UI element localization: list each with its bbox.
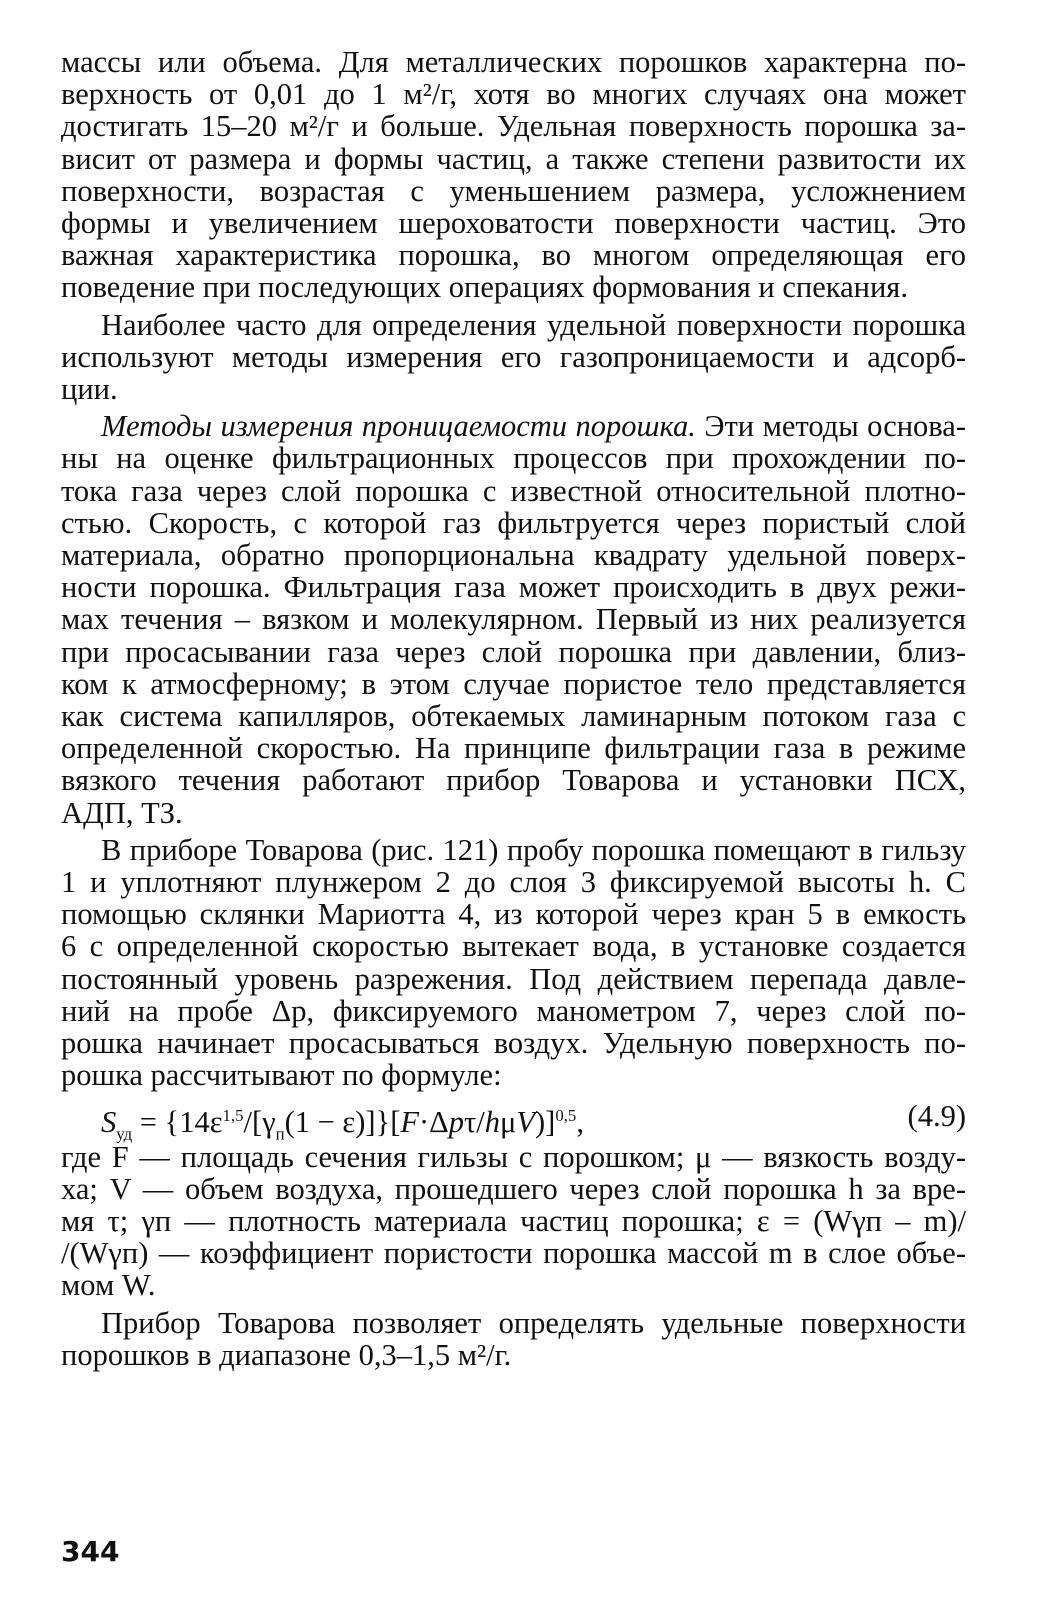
text-line: 6 с определенной скоростью вытекает вода, в установке создается: [61, 929, 966, 964]
line-row: [61, 636, 966, 668]
equation-4-9: $S_{уд} = \{14\varepsilon^{1,5}/[\gamma_п(1 - \varepsilon)]\}[F\cdot\Delta p\tau/h\mu V)]^{0,5}$,: [101, 1104, 584, 1143]
line-row: [61, 898, 966, 930]
line-row: [61, 410, 966, 442]
text-line: важная характеристика порошка, во многом определяющая его: [61, 238, 966, 273]
text-line: поверхности, возрастая с уменьшением размера, усложнением: [61, 173, 966, 208]
text-line: Прибор Товарова позволяет определять удельные поверхности: [101, 1305, 966, 1340]
line-row: [61, 309, 966, 341]
text-line: ком к атмосферному; в этом случае пористое тело представляется: [61, 666, 966, 701]
text-line: 1 и уплотняют плунжером 2 до слоя 3 фиксируемой высоты h. С: [61, 865, 966, 900]
paragraph-p2: [61, 309, 966, 406]
line-row: [61, 175, 966, 207]
text-line: формы и увеличением шероховатости поверхности частиц. Это: [61, 206, 966, 241]
line-row: [61, 1307, 966, 1339]
line-row: [61, 1173, 966, 1205]
text-line: ции.: [61, 372, 118, 407]
text-line: материала, обратно пропорциональна квадрату удельной поверх-: [61, 538, 966, 573]
text-line: как система капилляров, обтекаемых ламинарным потоком газа с: [61, 699, 966, 734]
line-row: [61, 668, 966, 700]
paragraph-p1: [61, 46, 966, 304]
text-line: порошков в диапазоне 0,3–1,5 м²/г.: [61, 1337, 512, 1372]
text-line: рошка рассчитывают по формуле:: [61, 1058, 502, 1093]
line-row: [61, 239, 966, 271]
line-row: [61, 442, 966, 474]
text-line: ности порошка. Фильтрация газа может происходить в двух режи-: [61, 570, 966, 605]
text-line: ха; V — объем воздуха, прошедшего через слой порошка h за вре-: [61, 1171, 966, 1206]
text-line: Наиболее часто для определения удельной поверхности порошка: [101, 307, 966, 342]
line-row: [61, 271, 966, 303]
line-row: [61, 995, 966, 1027]
text-line: стью. Скорость, с которой газ фильтруется через пористый слой: [61, 505, 966, 540]
line-row: [61, 603, 966, 635]
line-row: [61, 797, 966, 829]
paragraph-italic-lead: Методы измерения проницаемости порошка.: [101, 409, 696, 444]
text-line: рошка начинает просасываться воздух. Удельную поверхность по-: [61, 1026, 966, 1061]
text-line: достигать 15–20 м²/г и больше. Удельная поверхность порошка за-: [61, 109, 966, 144]
equation-number: (4.9): [907, 1098, 966, 1133]
text-line: постоянный уровень разрежения. Под действием перепада давле-: [61, 961, 966, 996]
line-row: [61, 700, 966, 732]
line-row: [61, 373, 966, 405]
text-line: тока газа через слой порошка с известной относительной плотно-: [61, 473, 966, 508]
page-body: [61, 46, 966, 1376]
paragraph-p5: [61, 1141, 966, 1302]
text-line: определенной скоростью. На принципе фильтрации газа в режиме: [61, 731, 966, 766]
line-row: [61, 571, 966, 603]
text-line: вязкого течения работают прибор Товарова и установки ПСХ,: [61, 763, 966, 798]
text-line: В приборе Товарова (рис. 121) пробу порошка помещают в гильзу: [101, 832, 966, 867]
line-row: [61, 78, 966, 110]
text-line: массы или объема. Для металлических порошков характерна по-: [61, 45, 966, 79]
text-line: мах течения – вязком и молекулярном. Первый из них реализуется: [61, 602, 966, 637]
line-row: [61, 1059, 966, 1091]
line-row: [61, 732, 966, 764]
text-line: помощью склянки Мариотта 4, из которой через кран 5 в емкость: [61, 897, 966, 932]
page-number: 344: [61, 1535, 120, 1568]
paragraph-p6: [61, 1307, 966, 1371]
text-line: АДП, ТЗ.: [61, 795, 183, 830]
line-row: [61, 1339, 966, 1371]
line-row: [61, 1027, 966, 1059]
line-row: [61, 834, 966, 866]
paragraph-p4: [61, 834, 966, 1092]
text-after-formula: [61, 1141, 966, 1371]
text-line: где F — площадь сечения гильзы с порошком; μ — вязкость возду-: [61, 1139, 966, 1174]
line-row: [61, 46, 966, 78]
line-row: [61, 866, 966, 898]
text-line: при просасывании газа через слой порошка при давлении, близ-: [61, 634, 966, 669]
line-row: [61, 143, 966, 175]
line-row: [61, 110, 966, 142]
line-row: [61, 764, 966, 796]
text-line: ны на оценке фильтрационных процессов при прохождении по-: [61, 441, 966, 476]
text-line: Эти методы основа-: [695, 409, 966, 444]
paragraph-p3: [61, 410, 966, 829]
text-line: используют методы измерения его газопроницаемости и адсорб-: [61, 339, 966, 374]
text-line: мом W.: [61, 1268, 156, 1303]
line-row: [61, 930, 966, 962]
text-line: висит от размера и формы частиц, а также степени развитости их: [61, 141, 966, 176]
line-row: [61, 207, 966, 239]
line-row: [61, 1237, 966, 1269]
text-line: мя τ; γп — плотность материала частиц порошка; ε = (Wγп – m)/: [61, 1203, 966, 1238]
equation-row: [61, 1097, 966, 1143]
text-line: поведение при последующих операциях формования и спекания.: [61, 270, 908, 305]
line-row: [61, 341, 966, 373]
line-row: [61, 1205, 966, 1237]
line-row: [61, 539, 966, 571]
line-row: [61, 963, 966, 995]
line-row: [61, 475, 966, 507]
text-line: ний на пробе Δp, фиксируемого манометром 7, через слой по-: [61, 993, 966, 1028]
line-row: [61, 1269, 966, 1301]
line-row: [61, 507, 966, 539]
text-line: /(Wγп) — коэффициент пористости порошка массой m в слое объе-: [61, 1236, 966, 1271]
text-before-formula: [61, 46, 966, 1092]
text-line: верхность от 0,01 до 1 м²/г, хотя во многих случаях она может: [61, 77, 966, 112]
